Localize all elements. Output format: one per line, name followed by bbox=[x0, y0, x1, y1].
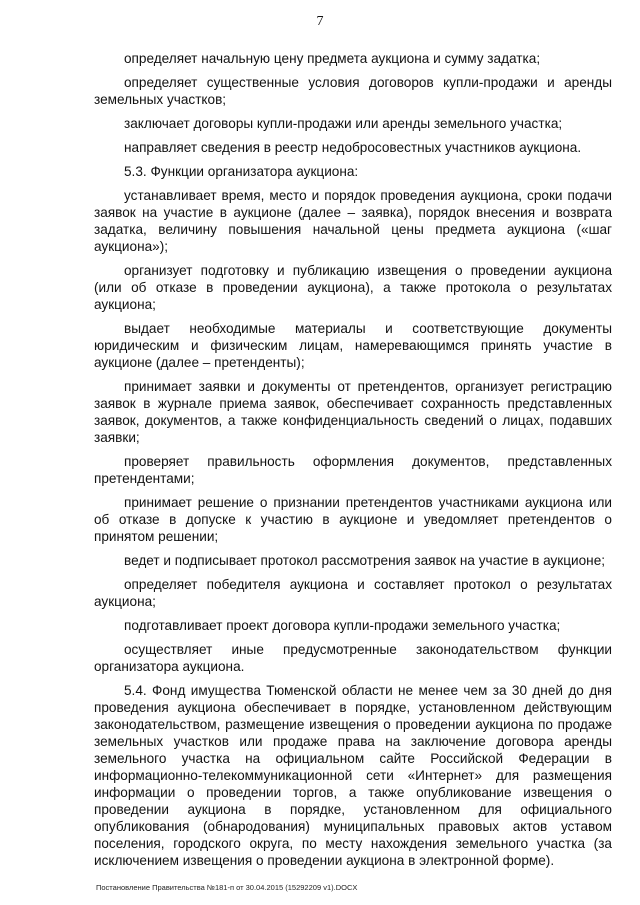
paragraph: организует подготовку и публикацию извещения о проведении аукциона (или об отказе в проведении аукциона), а также протокола о результатах аукциона; bbox=[94, 263, 612, 312]
document-body bbox=[94, 50, 612, 876]
paragraph: выдает необходимые материалы и соответствующие документы юридическим и физическим лицам, намеревающимся принять участие в аукционе (далее – претенденты); bbox=[94, 321, 612, 370]
paragraph: заключает договоры купли-продажи или аренды земельного участка; bbox=[124, 116, 563, 131]
paragraph: 5.4. Фонд имущества Тюменской области не менее чем за 30 дней до дня проведения аукциона обеспечивает в порядке, установленном действующим законодательством, размещение извещения о проведении аукциона по продаже земельных участков или продаже права на заключение договора аренды земельного участка на официальном сайте Российской Федерации в информационно-телекоммуникационной сети «Интернет» для размещения информации о проведении торгов, а также опубликование извещения о проведении аукциона в порядке, установленном для официального опубликования (обнародования) муниципальных правовых актов уставом поселения, городского округа, по месту нахождения земельного участка (за исключением извещения о проведении аукциона в электронной форме). bbox=[94, 683, 612, 868]
document-footer: Постановление Правительства №181-п от 30.04.2015 (15292209 v1).DOCX bbox=[96, 883, 358, 892]
paragraph: проверяет правильность оформления документов, представленных претендентами; bbox=[94, 454, 612, 486]
paragraph: подготавливает проект договора купли-продажи земельного участка; bbox=[124, 618, 561, 633]
paragraph: определяет начальную цену предмета аукциона и сумму задатка; bbox=[124, 51, 541, 66]
paragraph: устанавливает время, место и порядок проведения аукциона, сроки подачи заявок на участие в аукционе (далее – заявка), порядок внесения и возврата задатка, величину повышения начальной цены предмета аукциона («шаг аукциона»); bbox=[94, 188, 612, 254]
paragraph: принимает решение о признании претендентов участниками аукциона или об отказе в допуске к участию в аукционе и уведомляет претендентов о принятом решении; bbox=[94, 495, 612, 544]
paragraph: направляет сведения в реестр недобросовестных участников аукциона. bbox=[124, 140, 582, 155]
paragraph: определяет победителя аукциона и составляет протокол о результатах аукциона; bbox=[94, 577, 612, 609]
paragraph: осуществляет иные предусмотренные законодательством функции организатора аукциона. bbox=[94, 642, 612, 674]
section-heading: 5.3. Функции организатора аукциона: bbox=[124, 164, 359, 179]
paragraph: определяет существенные условия договоров купли-продажи и аренды земельных участков; bbox=[94, 75, 612, 107]
paragraph: принимает заявки и документы от претендентов, организует регистрацию заявок в журнале приема заявок, обеспечивает сохранность представленных заявок, документов, а также конфиденциальность сведений о лицах, подавших заявки; bbox=[94, 379, 612, 445]
paragraph: ведет и подписывает протокол рассмотрения заявок на участие в аукционе; bbox=[124, 553, 606, 568]
page-number: 7 bbox=[316, 14, 324, 29]
